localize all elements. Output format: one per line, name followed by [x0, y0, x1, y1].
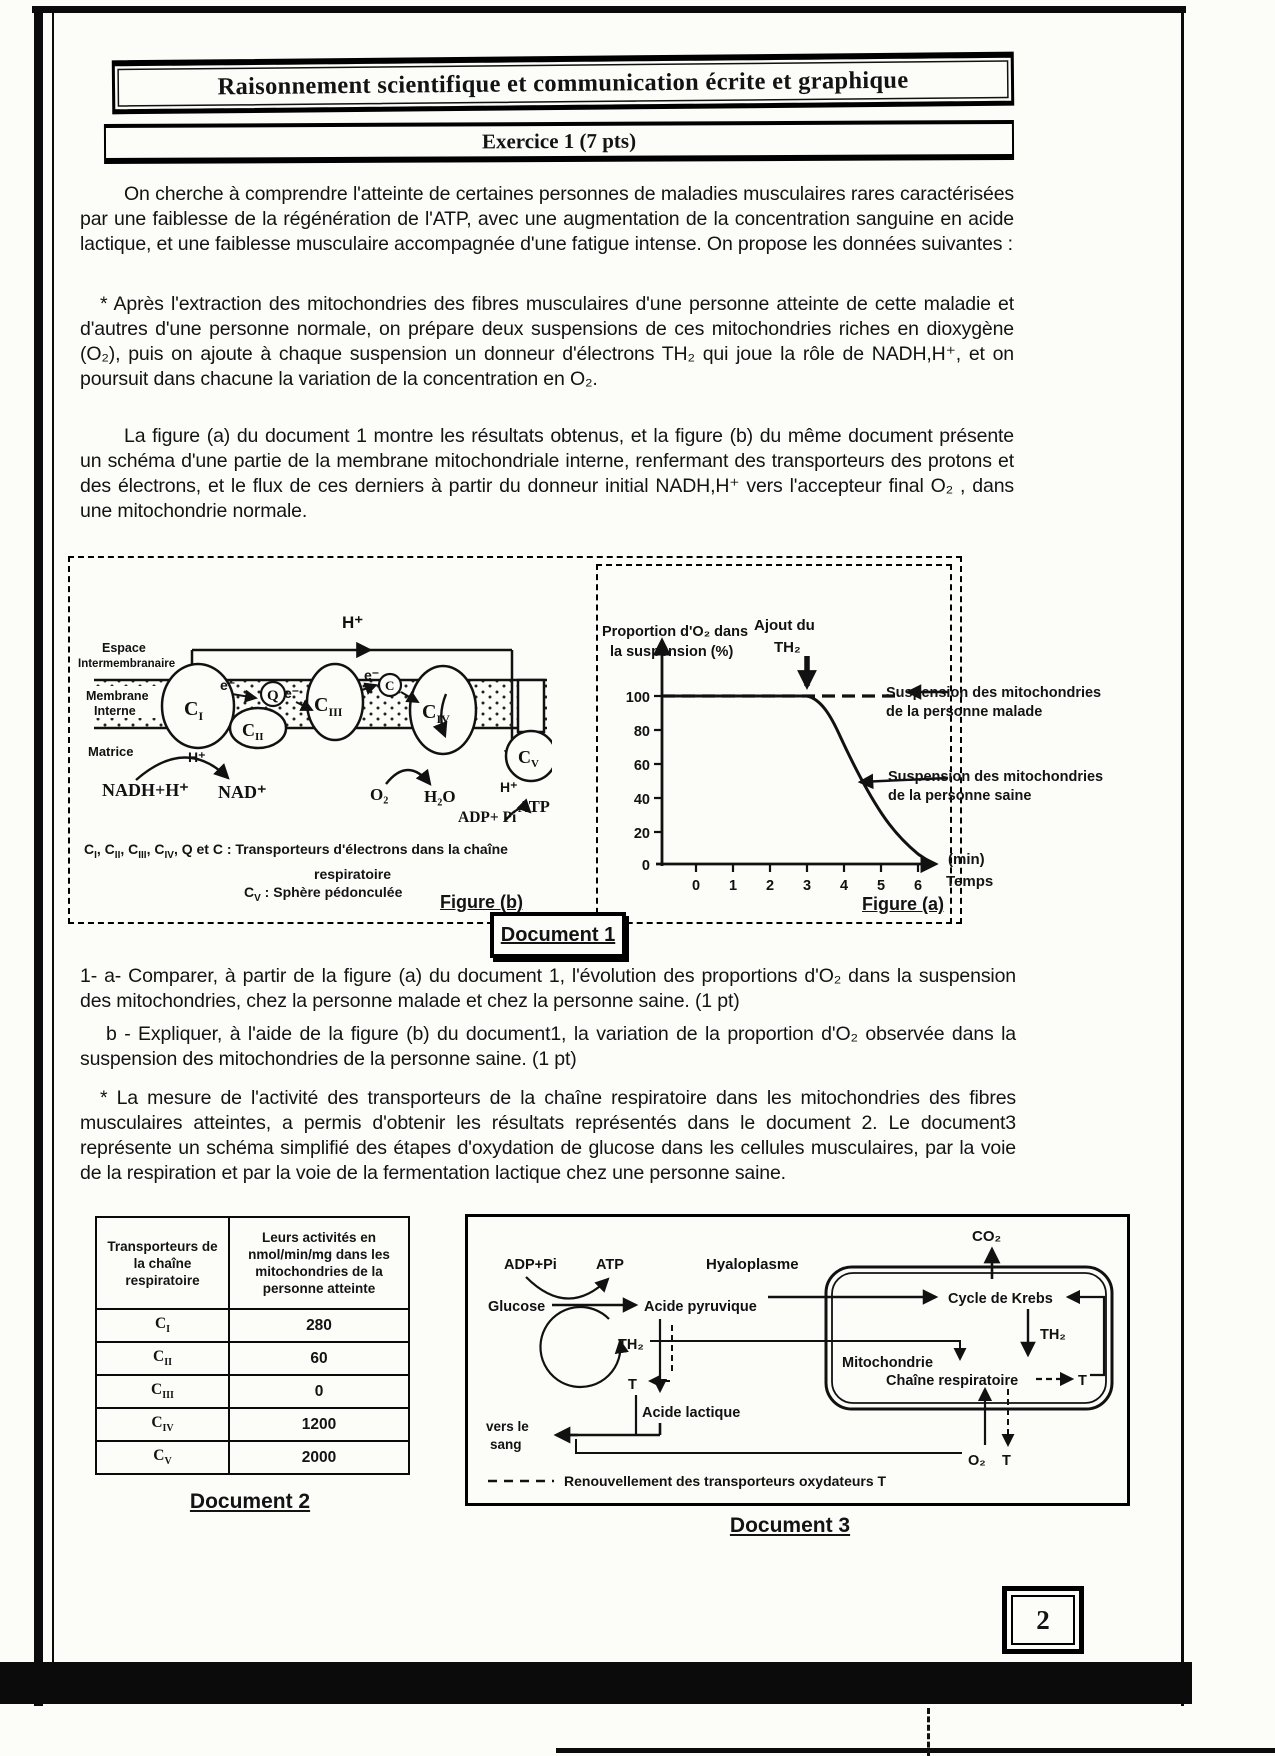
nad-label: NAD⁺: [218, 782, 267, 802]
co2-label: CO₂: [972, 1228, 1002, 1245]
question-1b: b - Expliquer, à l'aide de la figure (b) du document1, la variation de la proportion d'O₂ observée dans la suspension des mitochondries de la personne saine. (1 pt): [80, 1023, 1016, 1070]
figa-ytick-20: 20: [633, 826, 650, 842]
hyaloplasme-label: Hyaloplasme: [706, 1256, 799, 1273]
figa-ytick-60: 60: [633, 758, 650, 774]
adp-pi-label: ADP+ Pi: [458, 809, 517, 826]
figure-b-legend-line3: $C_V$ : Sphère pédonculée: [244, 883, 403, 904]
o2-label: O₂: [370, 785, 389, 804]
o2-to-h2o-arrow: [386, 770, 430, 784]
figa-x-unit: (min): [948, 851, 985, 868]
figa-y-label-2: la suspension (%): [610, 644, 734, 660]
table-row: [96, 1441, 409, 1474]
frame-left-rule: [34, 6, 43, 1706]
page-number: 2: [1011, 1595, 1075, 1645]
t-cyto-label: T: [628, 1377, 637, 1393]
activity-c3: 0: [229, 1375, 409, 1408]
figa-y-label-1: Proportion d'O₂ dans: [602, 624, 749, 640]
th2-mito-label: TH₂: [1040, 1327, 1066, 1343]
adp-pi-label-doc3: ADP+Pi: [504, 1257, 557, 1273]
complex-c4-label: $C_{IV}$: [422, 701, 450, 726]
region-membrane-label2: Interne: [94, 704, 136, 718]
glucose-label: Glucose: [488, 1299, 546, 1315]
exercise-banner: [104, 120, 1014, 164]
transporter-c2: $C_{II}$: [96, 1342, 229, 1375]
figa-event-label-1: Ajout du: [754, 617, 815, 634]
complex-c2-label: $C_{II}$: [242, 720, 264, 743]
complex-c5-stalk: [518, 680, 544, 732]
nadh-label: NADH+H⁺: [102, 780, 189, 800]
h-plus-right-label: H⁺: [500, 779, 518, 795]
transporter-c1: $C_I$: [96, 1309, 229, 1342]
series-saine-label: Suspension des mitochondries de la personne saine: [888, 769, 1104, 804]
th2-cyto-label: TH₂: [618, 1337, 644, 1353]
table-row: [96, 1375, 409, 1408]
atp-label-doc3: ATP: [596, 1257, 624, 1273]
document2-table: [95, 1216, 410, 1475]
t-mito-label: T: [1078, 1373, 1087, 1389]
transporter-c4: $C_{IV}$: [96, 1408, 229, 1441]
legend-c5: C: [244, 883, 255, 900]
acide-pyruvique-label: Acide pyruvique: [644, 1299, 757, 1315]
table-row: [96, 1309, 409, 1342]
intro-paragraph-2: * Après l'extraction des mitochondries des fibres musculaires d'une personne atteinte de cette maladie et d'autres d'une personne normale, on prépare deux suspensions de ces mitochondries riches en dioxygène (O₂), puis on ajoute à chaque suspension un donneur d'électrons TH₂ qui joue la rôle de NADH,H⁺, et on poursuit dans chacune la variation de la concentration en O₂.: [80, 293, 1014, 390]
legend-c1: C: [84, 841, 95, 857]
glycolysis-loop-arrow: [540, 1307, 620, 1387]
document3-caption: Document 3: [729, 1514, 851, 1537]
figure-a-caption: Figure (a): [862, 894, 945, 914]
o2-supply-line: [576, 1439, 962, 1453]
series-malade-label: Suspension des mitochondries de la personne malade: [886, 685, 1102, 720]
region-espace-label: Espace: [102, 641, 146, 655]
document3-diagram: [468, 1217, 1127, 1503]
activity-c2: 60: [229, 1342, 409, 1375]
adp-atp-coupling-arrow: [526, 1277, 608, 1299]
vers-le-sang-label1: vers le: [486, 1419, 529, 1434]
figa-ytick-40: 40: [633, 792, 650, 808]
chaine-respiratoire-label: Chaîne respiratoire: [886, 1373, 1019, 1389]
mitochondrie-label: Mitochondrie: [842, 1355, 934, 1371]
frame-left-inner-rule: [52, 6, 54, 1702]
activity-c5: 2000: [229, 1441, 409, 1474]
figure-b-legend-line1: $C_I$, $C_{II}$, $C_{III}$, $C_{IV}$, Q et C : Transporteurs d'électrons dans la chaîne: [84, 841, 508, 861]
page-title-banner: [112, 52, 1014, 115]
transporter-c5: $C_V$: [96, 1441, 229, 1474]
paragraph-4: * La mesure de l'activité des transporteurs de la chaîne respiratoire dans les mitochondries des fibres musculaires atteintes, a permis d'obtenir les résultats représentés dans le document 2. Le document3 représente un schéma simplifié des étapes d'oxydation de glucose dans les cellules musculaires, par la voie de la respiration et par la voie de la fermentation lactique chez une personne saine.: [80, 1087, 1016, 1184]
col1-header: Transporteurs de la chaîne respiratoire: [96, 1217, 229, 1309]
frame-bottom-thin-rule: [556, 1748, 1275, 1753]
figa-xtick-0: 0: [691, 878, 701, 894]
legend-c2: , C: [96, 841, 115, 857]
electron-1-label: e⁻: [220, 677, 236, 693]
h-plus-top-label: H⁺: [342, 613, 364, 632]
figure-b-diagram: [74, 568, 552, 836]
table-row: [96, 1408, 409, 1441]
figa-event-label-2: TH₂: [774, 639, 801, 656]
figure-b-legend-line2: respiratoire: [314, 865, 392, 882]
document2-caption: Document 2: [189, 1490, 311, 1513]
figa-ytick-80: 80: [633, 724, 650, 740]
frame-right-rule: [1181, 6, 1184, 1706]
activity-c4: 1200: [229, 1408, 409, 1441]
figure-a-chart: [596, 566, 950, 922]
document1-label-box: Document 1: [490, 912, 626, 958]
o2-label-doc3: O₂: [968, 1453, 986, 1469]
electron-3-label: e⁻: [364, 667, 380, 683]
frame-bottom-dash-mark: [927, 1708, 930, 1756]
t-return-to-krebs-arrow: [1068, 1297, 1104, 1375]
legend-tail: , Q et C :: [173, 841, 236, 857]
table-row: [96, 1342, 409, 1375]
figa-xtick-4: 4: [839, 878, 849, 894]
doc3-legend-text: Renouvellement des transporteurs oxydateurs T: [564, 1473, 887, 1489]
activity-c1: 280: [229, 1309, 409, 1342]
document3-panel: [465, 1214, 1130, 1506]
intro-paragraph-3: La figure (a) du document 1 montre les résultats obtenus, et la figure (b) du même document présente un schéma d'une partie de la membrane mitochondriale interne, renfermant des transporteurs des protons et des électrons, et le flux de ces derniers à partir du donneur initial NADH,H⁺ vers l'accepteur final O₂ , dans une mitochondrie normale.: [80, 425, 1014, 522]
carrier-q-label: Q: [267, 688, 279, 704]
figa-xtick-6: 6: [913, 878, 923, 894]
question-1a: 1- a- Comparer, à partir de la figure (a) du document 1, l'évolution des proportions d'O₂ dans la suspension des mitochondries, chez la personne malade et chez la personne saine. (1 pt): [80, 965, 1016, 1012]
figa-ytick-100: 100: [625, 690, 650, 706]
legend-c4: , C: [146, 841, 165, 857]
h2o-label: H₂O: [424, 787, 456, 806]
complex-c3-label: $C_{III}$: [314, 694, 343, 719]
region-matrice-label: Matrice: [88, 744, 134, 759]
intro-paragraph-1: On cherche à comprendre l'atteinte de certaines personnes de maladies musculaires rares caractérisées par une faiblesse de la régénération de l'ATP, avec une augmentation de la concentration sanguine en acide lactique, et une faiblesse musculaire accompagnée d'une fatigue intense. On propose les données suivantes :: [80, 183, 1014, 255]
h-plus-matrix-label: H⁺: [188, 749, 206, 765]
krebs-cycle-label: Cycle de Krebs: [948, 1291, 1053, 1307]
table-header-row: [96, 1217, 409, 1309]
figa-x-axis-title: Temps: [946, 873, 994, 890]
col2-header: Leurs activités en nmol/min/mg dans les mitochondries de la personne atteinte: [229, 1217, 409, 1309]
figure-b-caption: Figure (b): [440, 892, 523, 912]
figa-ytick-0: 0: [641, 858, 650, 874]
exercise-title: Exercice 1 (7 pts): [481, 128, 637, 153]
figa-xtick-3: 3: [802, 878, 812, 894]
frame-top-rule: [32, 6, 1186, 13]
t-bottom-label: T: [1002, 1453, 1011, 1469]
region-membrane-label: Membrane: [86, 689, 149, 703]
transporter-c3: $C_{III}$: [96, 1375, 229, 1408]
complex-c5-label: $C_V$: [518, 747, 539, 770]
legend-c3: , C: [120, 841, 139, 857]
page-number-box: [1002, 1586, 1084, 1654]
figa-xtick-2: 2: [765, 878, 775, 894]
atp-label: ATP: [518, 797, 550, 816]
region-espace-label2: Intermembranaire: [78, 658, 176, 670]
complex-c1-label: $C_I$: [184, 698, 204, 723]
page-title: Raisonnement scientifique et communication écrite et graphique: [217, 66, 909, 100]
figa-xtick-5: 5: [876, 878, 886, 894]
electron-2-label: e⁻: [284, 685, 300, 701]
vers-le-sang-label2: sang: [490, 1437, 522, 1452]
carrier-c-label: C: [385, 678, 395, 693]
figa-xtick-1: 1: [728, 878, 738, 894]
legend-text1: Transporteurs d'électrons dans la chaîne: [235, 841, 508, 857]
acide-lactique-label: Acide lactique: [642, 1405, 741, 1421]
complex-c4-shape: [410, 666, 476, 754]
frame-bottom-bar: [0, 1662, 1192, 1704]
nadh-to-nad-arrow: [136, 757, 228, 780]
